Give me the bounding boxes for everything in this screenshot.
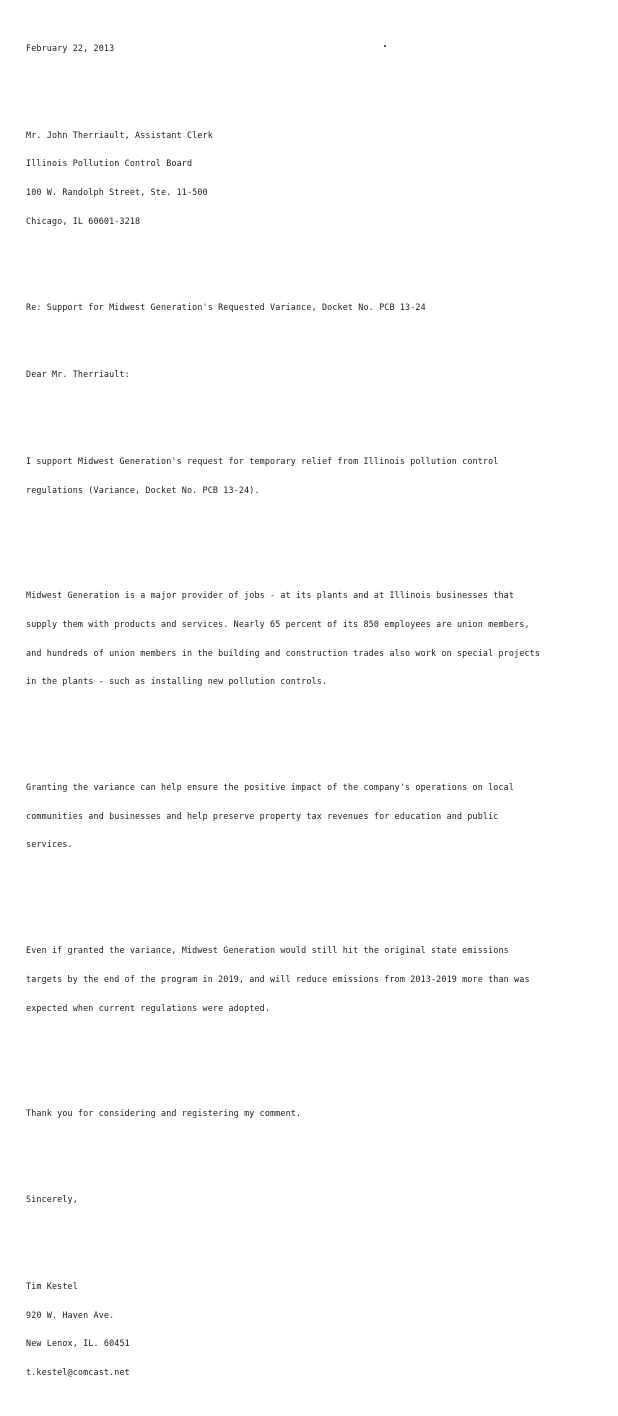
paragraph-line: communities and businesses and help preserve property tax revenues for education and public bbox=[26, 810, 499, 821]
paragraph-3 bbox=[26, 764, 586, 870]
paragraph-line: supply them with products and services. Nearly 65 percent of its 850 employees are union members, bbox=[26, 618, 530, 629]
paragraph-line: targets by the end of the program in 2019, and will reduce emissions from 2013-2019 more than was bbox=[26, 973, 530, 984]
salutation: Dear Mr. Therriault: bbox=[26, 369, 130, 380]
recipient-line: 100 W. Randolph Street, Ste. 11-500 bbox=[26, 187, 208, 198]
signature-street: 920 W. Haven Ave. bbox=[26, 1309, 115, 1320]
signature-block bbox=[26, 1263, 586, 1397]
signature-city: New Lenox, IL. 60451 bbox=[26, 1338, 130, 1349]
closing: Sincerely, bbox=[26, 1194, 78, 1205]
paragraph-4 bbox=[26, 927, 586, 1033]
subject-line: Re: Support for Midwest Generation's Requested Variance, Docket No. PCB 13-24 bbox=[26, 302, 426, 313]
letter-body bbox=[26, 25, 586, 1416]
paragraph-2 bbox=[26, 572, 586, 706]
paragraph-1 bbox=[26, 438, 586, 515]
paragraph-line: Midwest Generation is a major provider of jobs - at its plants and at Illinois businesses that bbox=[26, 590, 515, 601]
signature-email: t.kestel@comcast.net bbox=[26, 1367, 130, 1378]
paragraph-line: in the plants - such as installing new pollution controls. bbox=[26, 676, 328, 687]
paragraph-line: Even if granted the variance, Midwest Generation would still hit the original state emissions bbox=[26, 945, 509, 955]
letter-date: February 22, 2013 bbox=[26, 43, 115, 54]
paragraph-line: Thank you for considering and registering my comment. bbox=[26, 1108, 302, 1119]
paragraph-line: and hundreds of union members in the building and construction trades also work on special projects bbox=[26, 647, 541, 658]
recipient-line: Illinois Pollution Control Board bbox=[26, 158, 193, 169]
paragraph-line: I support Midwest Generation's request for temporary relief from Illinois pollution control bbox=[26, 455, 499, 466]
recipient-address bbox=[26, 111, 586, 245]
recipient-line: Chicago, IL 60601-3218 bbox=[26, 215, 141, 226]
paragraph-line: regulations (Variance, Docket No. PCB 13-24). bbox=[26, 484, 260, 495]
paragraph-5 bbox=[26, 1090, 586, 1138]
recipient-line: Mr. John Therriault, Assistant Clerk bbox=[26, 129, 213, 140]
paragraph-line: services. bbox=[26, 839, 73, 850]
paragraph-line: expected when current regulations were adopted. bbox=[26, 1002, 271, 1013]
signature-name: Tim Kestel bbox=[26, 1280, 78, 1291]
paragraph-line: Granting the variance can help ensure the positive impact of the company's operations on local bbox=[26, 781, 515, 792]
